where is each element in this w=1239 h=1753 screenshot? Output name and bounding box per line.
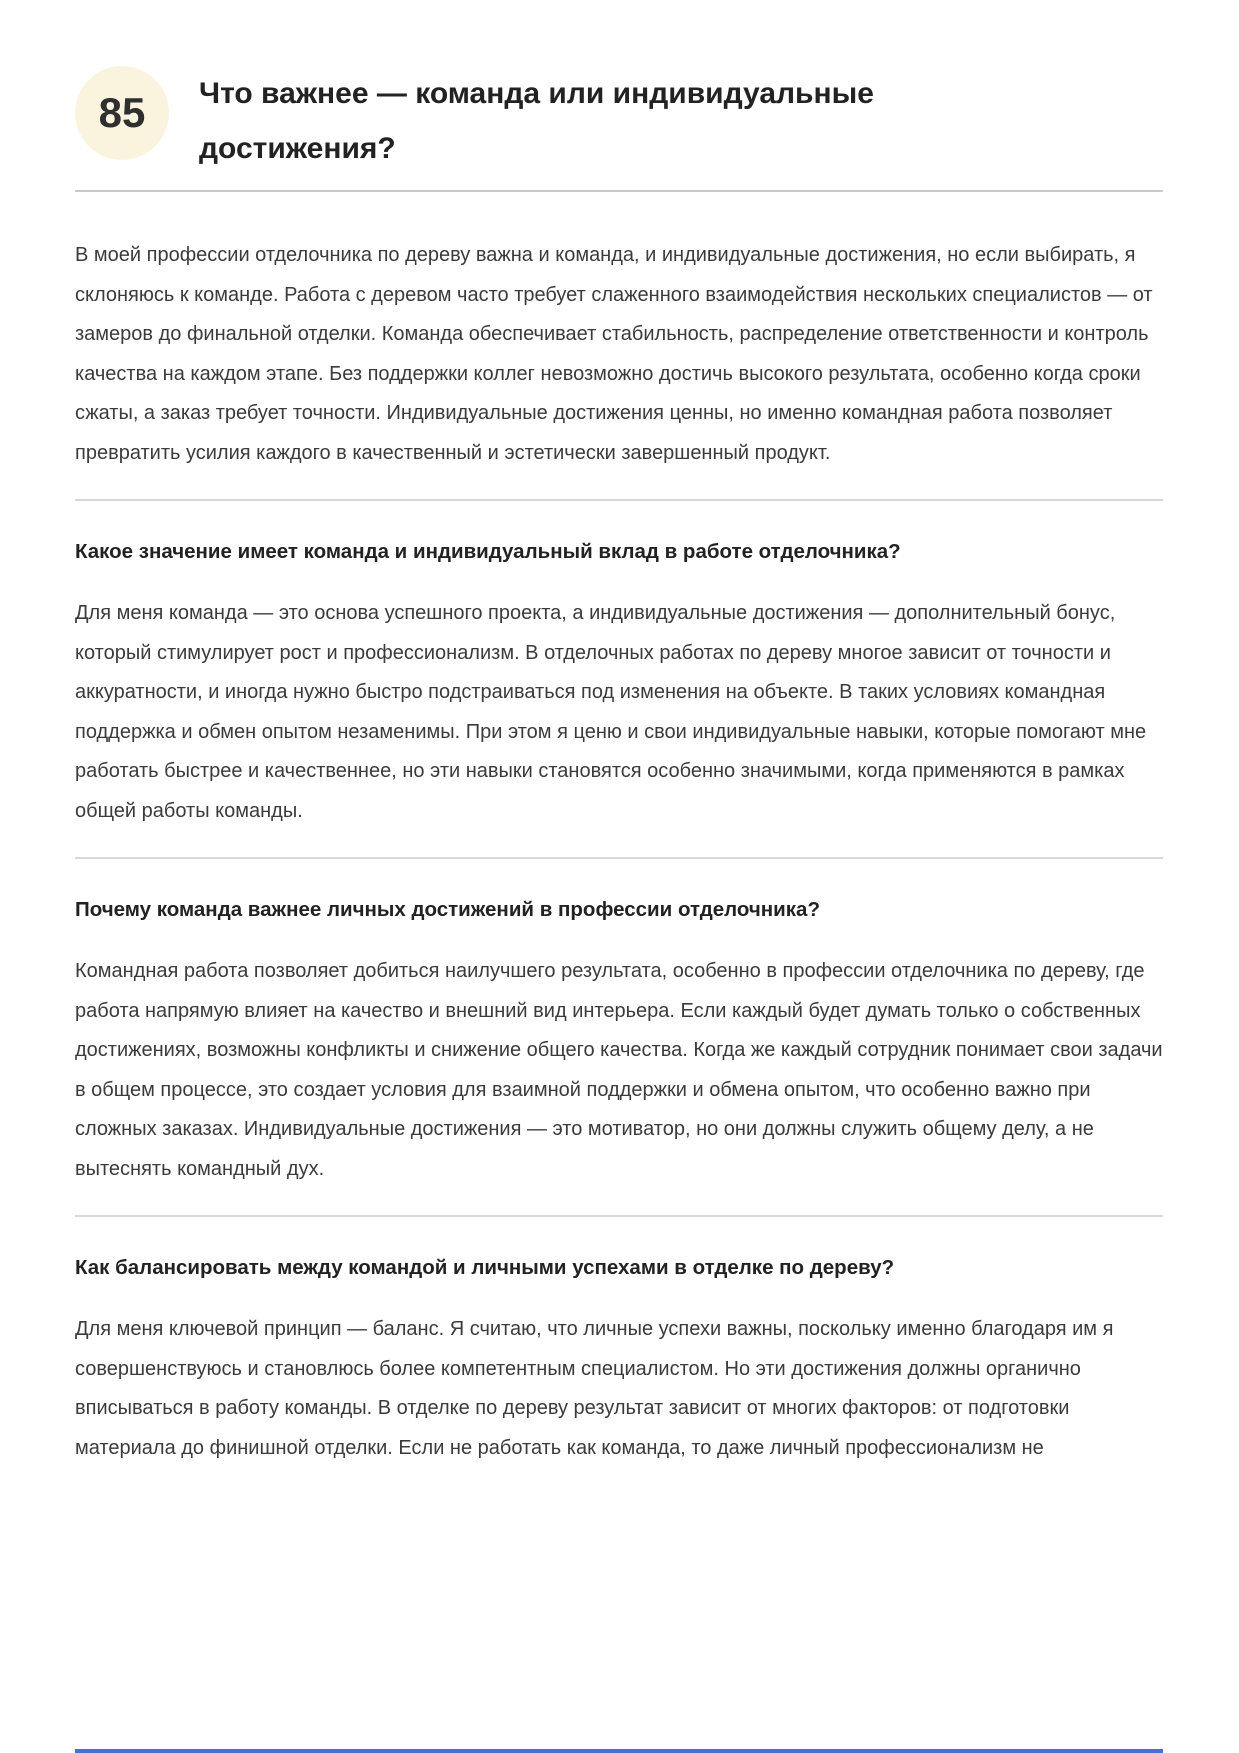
section-divider <box>75 857 1163 859</box>
article <box>75 0 1163 1468</box>
section-divider <box>75 1215 1163 1217</box>
section-question-heading: Почему команда важнее личных достижений в профессии отделочника? <box>75 898 820 921</box>
answer-paragraph: Командная работа позволяет добиться наилучшего результата, особенно в профессии отделочника по дереву, где работа напрямую влияет на качество и внешний вид интерьера. Если каждый будет думать только о собственных достижениях, возможны конфликты и снижение общего качества. Когда же каждый сотрудник понимает свои задачи в общем процессе, это создает условия для взаимной поддержки и обмена опытом, что особенно важно при сложных заказах. Индивидуальные достижения — это мотиватор, но они должны служить общему делу, а не вытеснять командный дух. <box>75 960 1163 1180</box>
answer-paragraph: Для меня ключевой принцип — баланс. Я считаю, что личные успехи важны, поскольку именно благодаря им я совершенствуюсь и становлюсь более компетентным специалистом. Но эти достижения должны органично вписываться в работу команды. В отделке по дереву результат зависит от многих факторов: от подготовки материала до финишной отделки. Если не работать как команда, то даже личный профессионализм не <box>75 1318 1114 1459</box>
section-question-heading: Какое значение имеет команда и индивидуальный вклад в работе отделочника? <box>75 540 901 563</box>
section-question-heading: Как балансировать между командой и личными успехами в отделке по дереву? <box>75 1256 895 1279</box>
section-divider <box>75 499 1163 501</box>
answer-paragraph: Для меня команда — это основа успешного проекта, а индивидуальные достижения — дополнительный бонус, который стимулирует рост и профессионализм. В отделочных работах по дереву многое зависит от точности и аккуратности, и иногда нужно быстро подстраиваться под изменения на объекте. В таких условиях командная поддержка и обмен опытом незаменимы. При этом я ценю и свои индивидуальные навыки, которые помогают мне работать быстрее и качественнее, но эти навыки становятся особенно значимыми, когда применяются в рамках общей работы команды. <box>75 602 1147 822</box>
intro-paragraph: В моей профессии отделочника по дереву важна и команда, и индивидуальные достижения, но если выбирать, я склоняюсь к команде. Работа с деревом часто требует слаженного взаимодействия нескольких специалистов — от замеров до финальной отделки. Команда обеспечивает стабильность, распределение ответственности и контроль качества на каждом этапе. Без поддержки коллег невозможно достичь высокого результата, особенно когда сроки сжаты, а заказ требует точности. Индивидуальные достижения ценны, но именно командная работа позволяет превратить усилия каждого в качественный и эстетически завершенный продукт. <box>75 244 1153 464</box>
question-number-badge: 85 <box>75 66 169 160</box>
page-title: Что важнее — команда или индивидуальные достижения? <box>199 77 874 165</box>
article-header <box>75 0 1163 192</box>
bottom-accent-rule <box>75 1749 1163 1753</box>
